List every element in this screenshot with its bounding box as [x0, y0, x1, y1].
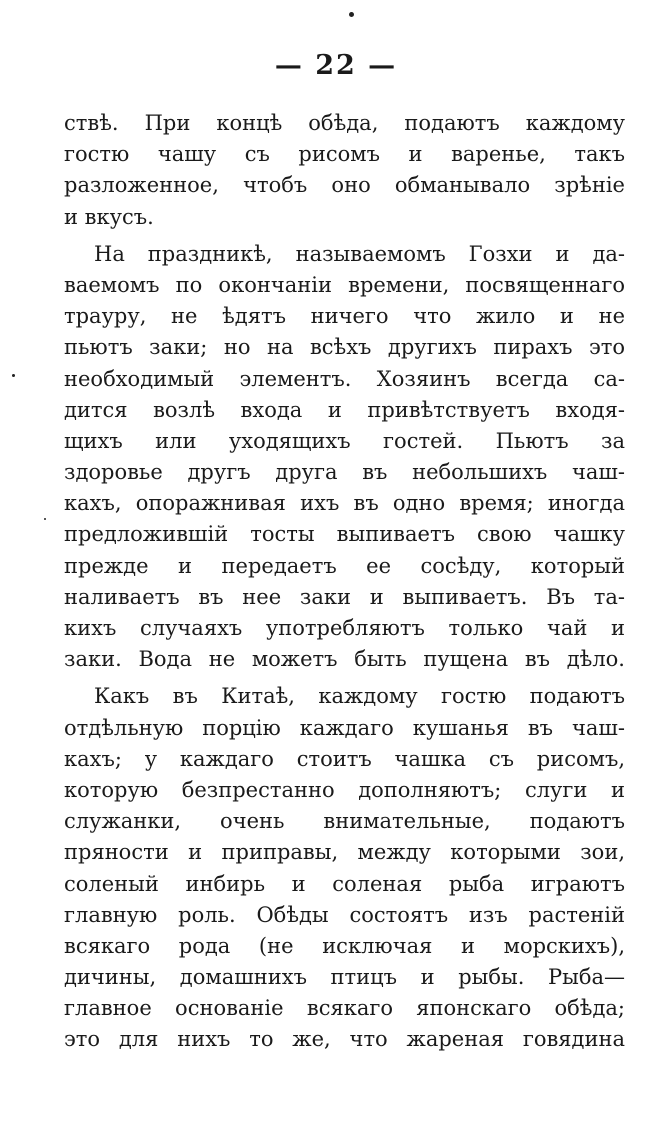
- body-text: [64, 108, 625, 1056]
- text-line: это для нихъ то же, что жареная говядина: [64, 1027, 625, 1052]
- text-line: соленый инбирь и соленая рыба играютъ: [64, 871, 625, 896]
- text-line: главное основаніе всякаго японскаго обѣда;: [64, 996, 625, 1021]
- ink-speck: [44, 518, 46, 520]
- page-number: — 22 —: [274, 50, 398, 81]
- text-line: щихъ или уходящихъ гостей. Пьютъ за: [64, 428, 625, 453]
- ink-speck: [12, 374, 15, 377]
- text-line: и вкусъ.: [64, 204, 154, 229]
- text-line: трауру, не ѣдятъ ничего что жило и не: [64, 304, 625, 329]
- text-line: ваемомъ по окончаніи времени, посвященнаго: [64, 272, 625, 297]
- paragraph-2: [64, 239, 625, 676]
- text-line: пьютъ заки; но на всѣхъ другихъ пирахъ это: [64, 335, 625, 360]
- text-line: дится возлѣ входа и привѣтствуетъ входя-: [64, 397, 625, 422]
- text-line: кихъ случаяхъ употребляютъ только чай и: [64, 616, 625, 640]
- text-line: главную роль. Обѣды состоятъ изъ растеній: [64, 902, 625, 927]
- text-line: кахъ, опоражнивая ихъ въ одно время; иногда: [64, 491, 625, 516]
- text-line: здоровье другъ друга въ небольшихъ чаш-: [64, 460, 625, 485]
- text-line: разложенное, чтобъ оно обманывало зрѣніе: [64, 173, 625, 198]
- text-line: необходимый элементъ. Хозяинъ всегда са-: [64, 366, 625, 391]
- text-line: На праздникѣ, называемомъ Гозхи и да-: [94, 241, 625, 266]
- text-line: отдѣльную порцію каждаго кушанья въ чаш-: [64, 715, 625, 740]
- text-line: заки. Вода не можетъ быть пущена въ дѣло.: [64, 647, 625, 672]
- text-line: предложившій тосты выпиваетъ свою чашку: [64, 522, 625, 547]
- text-line: которую безпрестанно дополняютъ; слуги и: [64, 777, 625, 802]
- paragraph-1: [64, 108, 625, 233]
- text-line: пряности и приправы, между которыми зои,: [64, 840, 625, 865]
- text-line: дичины, домашнихъ птицъ и рыбы. Рыба—: [64, 965, 625, 990]
- text-line: гостю чашу съ рисомъ и вареньe, такъ: [64, 142, 625, 167]
- text-line: всякаго рода (не исключая и морскихъ),: [64, 933, 625, 958]
- text-line: прежде и передаетъ ее сосѣду, который: [64, 553, 625, 578]
- text-line: наливаетъ въ нее заки и выпиваетъ. Въ та-: [64, 584, 625, 609]
- text-line: Какъ въ Китаѣ, каждому гостю подаютъ: [94, 684, 625, 709]
- text-line: ствѣ. При концѣ обѣда, подаютъ каждому: [64, 111, 625, 135]
- text-line: кахъ; у каждаго стоитъ чашка съ рисомъ,: [64, 746, 625, 771]
- text-line: служанки, очень внимательные, подаютъ: [64, 809, 625, 834]
- paragraph-3: [64, 681, 625, 1055]
- ink-speck: [349, 12, 354, 17]
